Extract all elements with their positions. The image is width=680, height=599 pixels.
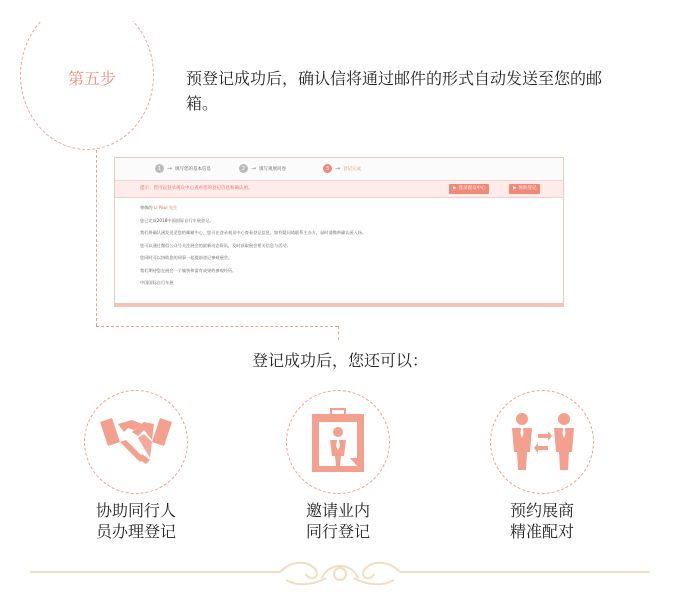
feature-label-invite: 邀请业内 同行登记 bbox=[305, 501, 370, 541]
connector-line bbox=[338, 326, 339, 340]
feature-label-assist: 协助同行人 员办理登记 bbox=[95, 501, 176, 541]
invite-badge-icon bbox=[310, 408, 366, 474]
step-description: 预登记成功后，确认信将通过邮件的形式自动发送至您的邮箱。 bbox=[186, 69, 603, 113]
bottom-bar bbox=[115, 303, 563, 306]
progress-steps bbox=[115, 158, 563, 181]
body-line: 您可以通过微信公众号关注展会的最新动态资讯，及时获取展会相关信息与活动。 bbox=[140, 242, 291, 248]
handshake-icon bbox=[98, 412, 174, 468]
arrow-right-icon: → bbox=[167, 165, 173, 172]
body-line: 我们期待您在展会一个愉快和富有成果的参观经历。 bbox=[140, 267, 237, 273]
arrow-icon: ▶ bbox=[453, 186, 457, 191]
confirmation-body bbox=[140, 202, 540, 290]
connector-line bbox=[96, 150, 97, 326]
visitor-center-button[interactable]: ▶ 登录观众中心 bbox=[449, 184, 489, 194]
connector-line bbox=[96, 326, 338, 327]
notice-bar bbox=[115, 181, 563, 198]
arrow-right-icon: → bbox=[335, 165, 341, 172]
progress-step-3: 3 → 登记完成 bbox=[323, 164, 361, 173]
progress-step-1: 1 → 填写您的基本信息 bbox=[155, 164, 211, 173]
assist-register-button[interactable]: ▶ 协助登记 bbox=[509, 184, 540, 194]
body-line: 您同时可以协助您的同事一起提前登记参观展会。 bbox=[140, 255, 233, 260]
arrow-right-icon: → bbox=[251, 165, 257, 172]
arrow-icon: ▶ bbox=[513, 186, 517, 191]
progress-step-2: 2 → 填写观展问卷 bbox=[239, 164, 286, 173]
body-line: 我们将确认函发送至您的邮箱中心，您可在登录观众中心查看登记信息，如有疑问请联系主办方，届时请携带确认函入场。 bbox=[140, 230, 367, 235]
business-meeting-icon bbox=[510, 412, 576, 472]
ornament-divider bbox=[30, 558, 650, 588]
confirmation-screenshot bbox=[114, 157, 564, 307]
body-line: 中国国际自行车展 bbox=[140, 280, 174, 285]
greeting: 尊敬的 LI Paul 先生 bbox=[140, 205, 178, 210]
body-line: 您已完成2018中国国际自行车展登记。 bbox=[140, 217, 214, 223]
feature-label-meeting: 预约展商 精准配对 bbox=[509, 501, 574, 541]
after-heading: 登记成功后，您还可以： bbox=[251, 351, 428, 370]
step-label: 第五步 bbox=[68, 69, 117, 88]
notice-text: 提示：您可以登录观众中心查看您的登记信息和确认函。 bbox=[140, 186, 253, 191]
